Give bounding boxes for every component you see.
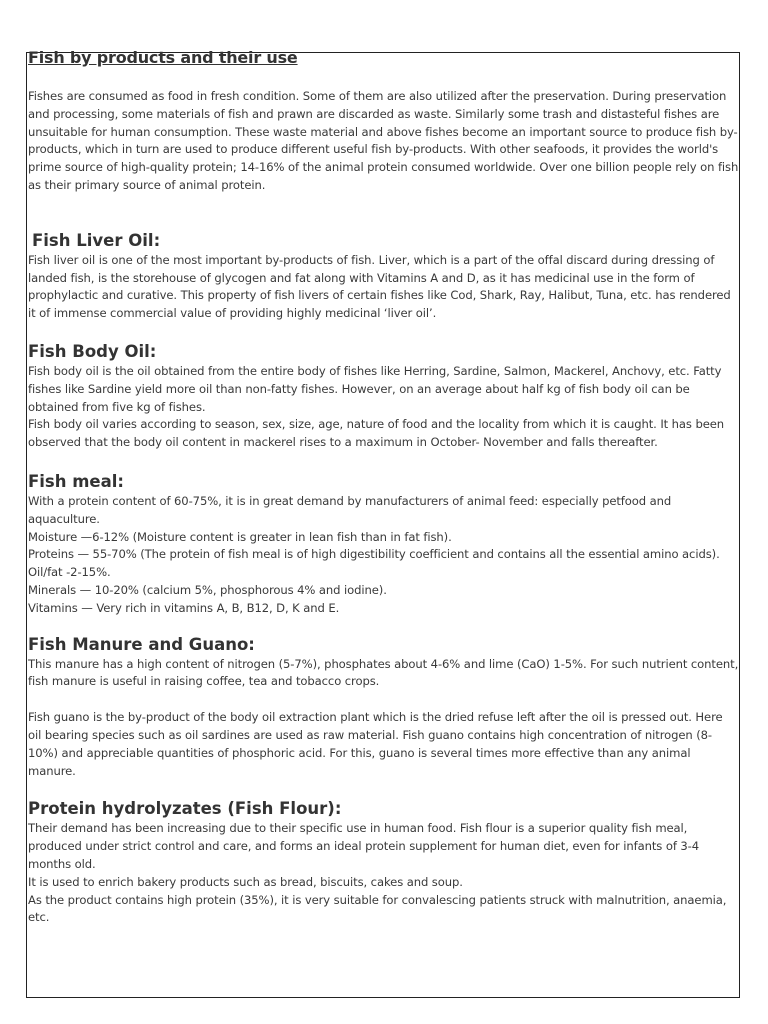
fish-meal-line-6: Vitamins — Very rich in vitamins A, B, B12, D, K and E. [28, 600, 340, 615]
spacer [28, 618, 739, 634]
spacer [28, 195, 739, 230]
body-oil-paragraph-2: Fish body oil varies according to season, sex, size, age, nature of food and the locality from which it is caught. It has been observed that the body oil content in mackerel rises to a maximum in October- November and falls thereafter. [28, 417, 725, 450]
liver-oil-paragraph: Fish liver oil is one of the most important by-products of fish. Liver, which is a part of the offal discard during dressing of landed fish, is the storehouse of glycogen and fat along with Vitamins A and D, as it has medicinal use in the form of prophylactic and curative. This property of fish livers of certain fishes like Cod, Shark, Ray, Halibut, Tuna, etc. has rendered it of immense commercial value of providing highly medicinal ‘liver oil’. [28, 252, 731, 321]
heading-manure-guano: Fish Manure and Guano: [28, 634, 255, 654]
spacer [28, 780, 739, 798]
heading-fish-flour: Protein hydrolyzates (Fish Flour): [28, 799, 342, 819]
spacer [28, 691, 739, 709]
heading-fish-meal: Fish meal: [28, 471, 125, 491]
fish-meal-line-4: Oil/fat -2-15%. [28, 565, 111, 580]
document-title: Fish by products and their use [28, 48, 298, 67]
fish-meal-line-2: Moisture —6-12% (Moisture content is greater in lean fish than in fat fish). [28, 529, 452, 544]
spacer [28, 69, 739, 88]
heading-body-oil: Fish Body Oil: [28, 341, 157, 361]
document-content [28, 47, 739, 927]
manure-paragraph: This manure has a high content of nitrogen (5-7%), phosphates about 4-6% and lime (CaO) 1-5%. For such nutrient content, fish manure is useful in raising coffee, tea and tobacco crops. [28, 656, 739, 689]
fish-meal-line-5: Minerals — 10-20% (calcium 5%, phosphorous 4% and iodine). [28, 582, 387, 597]
spacer [28, 323, 739, 341]
flour-paragraph-1: Their demand has been increasing due to their specific use in human food. Fish flour is a superior quality fish meal, produced under strict control and care, and forms an ideal protein supplement for human diet, even for infants of 3-4 months old. [28, 821, 700, 871]
flour-paragraph-2: It is used to enrich bakery products such as bread, biscuits, cakes and soup. [28, 874, 463, 889]
flour-paragraph-3: As the product contains high protein (35%), it is very suitable for convalescing patients struck with malnutrition, anaemia, etc. [28, 892, 727, 925]
fish-meal-line-1: With a protein content of 60-75%, it is in great demand by manufacturers of animal feed: especially petfood and aquaculture. [28, 493, 672, 526]
fish-meal-line-3: Proteins — 55-70% (The protein of fish meal is of high digestibility coefficient and contains all the essential amino acids). [28, 547, 720, 562]
intro-paragraph: Fishes are consumed as food in fresh condition. Some of them are also utilized after the preservation. During preservation and processing, some materials of fish and prawn are discarded as waste. Similarly some trash and distasteful fishes are unsuitable for human consumption. These waste material and above fishes become an important source to produce fish by-products, which in turn are used to produce different useful fish by-products. With other seafoods, it provides the world's prime source of high-quality protein; 14-16% of the animal protein consumed worldwide. Over one billion people rely on fish as their primary source of animal protein. [28, 89, 739, 192]
body-oil-paragraph-1: Fish body oil is the oil obtained from the entire body of fishes like Herring, Sardine, Salmon, Mackerel, Anchovy, etc. Fatty fishes like Sardine yield more oil than non-fatty fishes. However, on an average about half kg of fish body oil can be obtained from five kg of fishes. [28, 363, 722, 414]
heading-liver-oil: Fish Liver Oil: [32, 230, 161, 250]
spacer [28, 452, 739, 471]
guano-paragraph: Fish guano is the by-product of the body oil extraction plant which is the dried refuse left after the oil is pressed out. Here oil bearing species such as oil sardines are used as raw material. Fish guano contains high concentration of nitrogen (8-10%) and appreciable quantities of phosphoric acid. For this, guano is several times more effective than any animal manure. [28, 710, 723, 778]
